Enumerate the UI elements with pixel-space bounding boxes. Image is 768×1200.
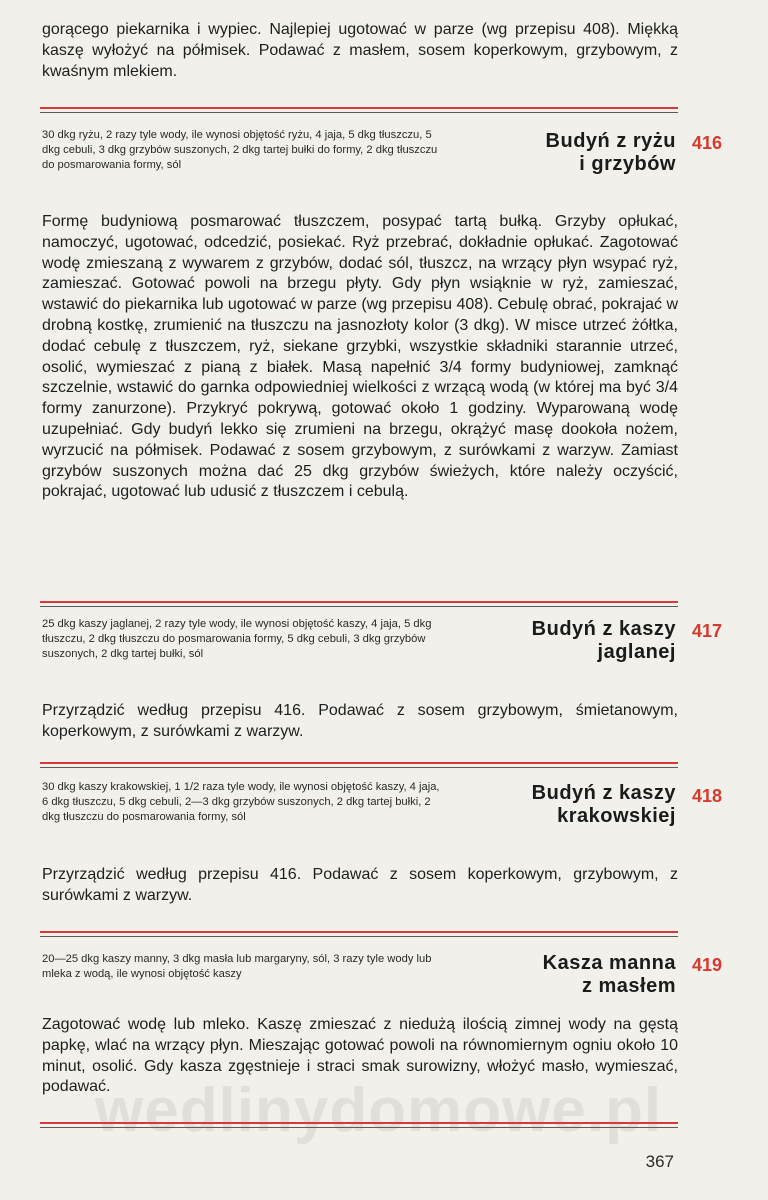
recipe-419-title-line2: z masłem [581, 975, 676, 997]
recipe-416-title-line2: i grzybów [579, 153, 676, 175]
recipe-419-method: Zagotować wodę lub mleko. Kaszę zmieszać z niedużą ilością zimnej wody na gęstą papkę, wlać na wrzący płyn. Mieszając gotować powoli na równomiernym ogniu około 10 minut, osolić. Gdy kasza zgęstnieje i straci smak surowizny, włożyć masło, wymieszać, podawać. [42, 1016, 678, 1096]
recipe-417-title-line2: jaglanej [597, 641, 676, 663]
intro-text: gorącego piekarnika i wypiec. Najlepiej ugotować w parze (wg przepisu 408). Miękką kaszę wyłożyć na półmisek. Podawać z masłem, sosem koperkowym, grzybowym, z kwaśnym mlekiem. [42, 21, 678, 80]
page-number: 367 [645, 1152, 674, 1171]
section-divider [40, 107, 678, 109]
recipe-419-number: 419 [692, 955, 723, 975]
recipe-416-ingredients: 30 dkg ryżu, 2 razy tyle wody, ile wynosi objętość ryżu, 4 jaja, 5 dkg tłuszczu, 5 dkg cebuli, 3 dkg grzybów suszonych, 2 dkg tartej bułki do formy, 2 dkg tłuszczu do posmarowania formy, sól [42, 129, 438, 172]
recipe-416-number: 416 [692, 133, 723, 153]
recipe-418-method: Przyrządzić według przepisu 416. Podawać z sosem koperkowym, grzybowym, z surówkami z warzyw. [42, 866, 678, 904]
watermark: wedlinydomowe.pl [95, 1076, 663, 1145]
recipe-416-method: Formę budyniową posmarować tłuszczem, posypać tartą bułką. Grzyby opłukać, namoczyć, ugotować, odcedzić, posiekać. Ryż przebrać, dokładnie opłukać. Zagotować wodę zmieszaną z wywarem z grzybów, dodać sól, tłuszcz, na wrzący płyn wsypać ryż, zamieszać. Gotować powoli na brzegu płyty. Gdy płyn wsiąknie w ryż, zamieszać, wstawić do piekarnika lub ugotować w parze (wg przepisu 408). Cebulę obrać, pokrajać w drobną kostkę, zrumienić na tłuszczu na jasnozłoty kolor (3 dkg). W misce utrzeć żółtka, dodać cebulę z tłuszczem, ryż, siekane grzybki, wszystkie składniki starannie utrzeć, osolić, wymieszać z pianą z białek. Masą napełnić 3/4 formy budyniowej, zamknąć szczelnie, wstawić do garnka odpowiedniej wielkości z wrzącą wodą (w której ma być 3/4 formy zanurzone). Przykryć pokrywą, gotować około 1 godziny. Wyparowaną wodę uzupełniać. Gdy budyń lekko się zrumieni na brzegu, okrążyć masę dookoła nożem, wyrzucić na półmisek. Podawać z sosem grzybowym, z surówkami z warzyw. Zamiast grzybów suszonych można dać 25 dkg grzybów świeżych, które należy oczyścić, pokrajać, ugotować lub udusić z tłuszczem i cebulą. [42, 213, 678, 501]
recipe-419-title [446, 952, 676, 998]
recipe-416-title [446, 130, 676, 176]
recipe-419-ingredients: 20—25 dkg kaszy manny, 3 dkg masła lub margaryny, sól, 3 razy tyle wody lub mleka z wodą, ile wynosi objętość kaszy [42, 953, 432, 981]
recipe-419-title-line1: Kasza manna [542, 952, 676, 974]
recipe-418-title-line1: Budyń z kaszy [531, 782, 676, 804]
section-divider [40, 762, 678, 764]
recipe-417-title [446, 618, 676, 664]
recipe-418-ingredients: 30 dkg kaszy krakowskiej, 1 1/2 raza tyle wody, ile wynosi objętość kaszy, 4 jaja, 6 dkg tłuszczu, 5 dkg cebuli, 2—3 dkg grzybów suszonych, 2 dkg tartej bułki, 2 dkg tłuszczu do posmarowania formy, sól [42, 781, 440, 824]
recipe-418-title [446, 782, 676, 828]
recipe-417-method: Przyrządzić według przepisu 416. Podawać z sosem grzybowym, śmietanowym, koperkowym, z surówkami z warzyw. [42, 702, 678, 740]
recipe-417-title-line1: Budyń z kaszy [531, 618, 676, 640]
section-divider [40, 931, 678, 933]
recipe-417-ingredients: 25 dkg kaszy jaglanej, 2 razy tyle wody, ile wynosi objętość kaszy, 4 jaja, 5 dkg tłuszczu, 2 dkg tłuszczu do posmarowania formy, 5 dkg cebuli, 3 dkg grzybów suszonych, 2 dkg tartej bułki, sól [42, 618, 432, 661]
section-divider [40, 1122, 678, 1124]
recipe-418-number: 418 [692, 786, 723, 806]
recipe-418-title-line2: krakowskiej [557, 805, 676, 827]
recipe-417-number: 417 [692, 621, 723, 641]
recipe-416-title-line1: Budyń z ryżu [545, 130, 676, 152]
section-divider [40, 601, 678, 603]
